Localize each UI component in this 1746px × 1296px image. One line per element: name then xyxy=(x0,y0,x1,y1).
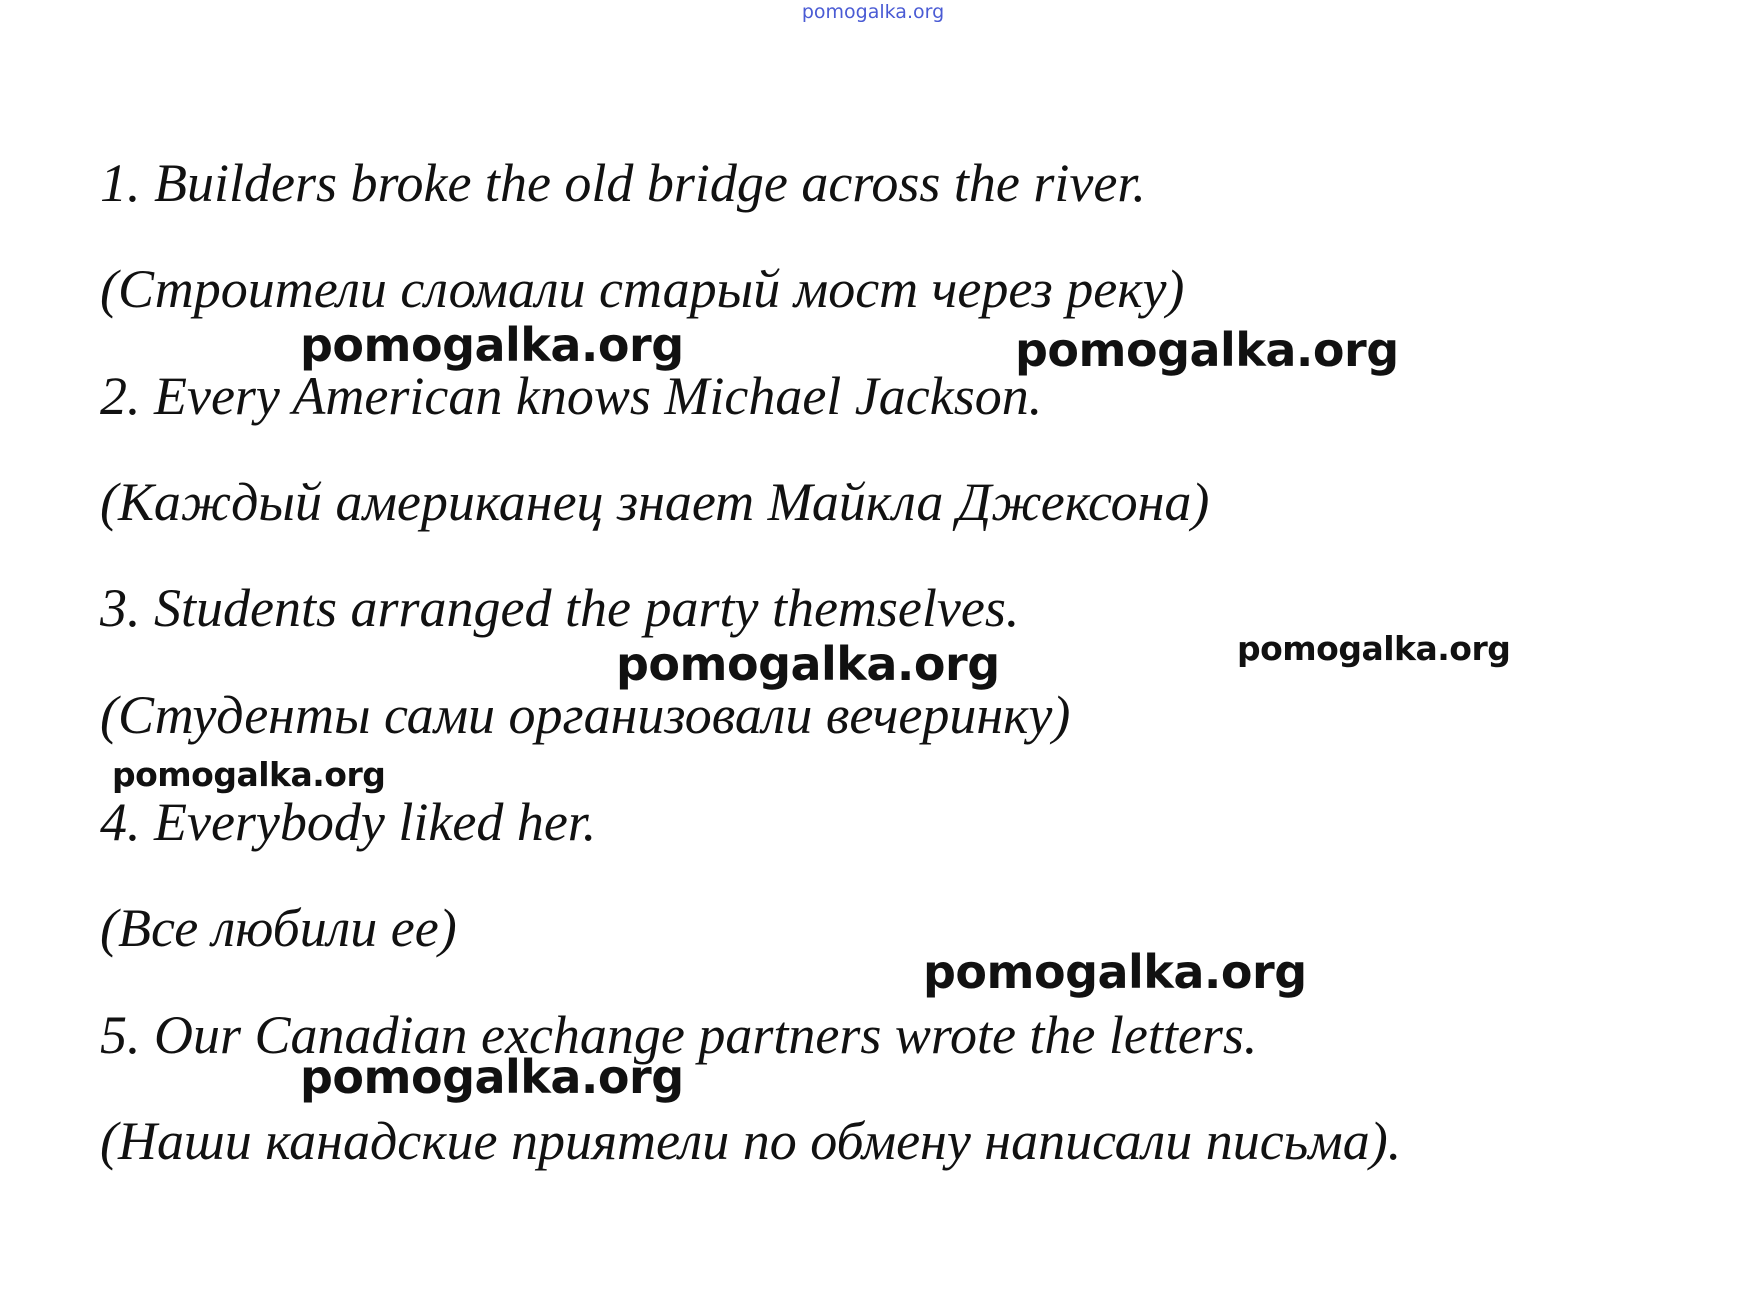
watermark: pomogalka.org xyxy=(112,755,386,794)
source-link[interactable]: pomogalka.org xyxy=(801,1,945,23)
sentence-4: 4. Everybody liked her. xyxy=(100,792,597,852)
watermark: pomogalka.org xyxy=(300,318,684,372)
sentence-5: 5. Our Canadian exchange partners wrote the letters. xyxy=(100,1005,1258,1065)
sentence-1: 1. Builders broke the old bridge across the river. xyxy=(100,153,1146,213)
translation-4: (Все любили ее) xyxy=(100,898,457,958)
translation-1: (Строители сломали старый мост через реку) xyxy=(100,259,1185,319)
translation-3: (Студенты сами организовали вечеринку) xyxy=(100,685,1071,745)
watermark: pomogalka.org xyxy=(616,637,1000,691)
sentence-3: 3. Students arranged the party themselves. xyxy=(100,578,1020,638)
sentence-2: 2. Every American knows Michael Jackson. xyxy=(100,366,1043,426)
watermark: pomogalka.org xyxy=(1015,323,1399,377)
translation-2: (Каждый американец знает Майкла Джексона) xyxy=(100,472,1210,532)
translation-5: (Наши канадские приятели по обмену написали письма). xyxy=(100,1111,1402,1171)
watermark: pomogalka.org xyxy=(1237,629,1511,668)
watermark: pomogalka.org xyxy=(923,945,1307,999)
watermark: pomogalka.org xyxy=(300,1050,684,1104)
